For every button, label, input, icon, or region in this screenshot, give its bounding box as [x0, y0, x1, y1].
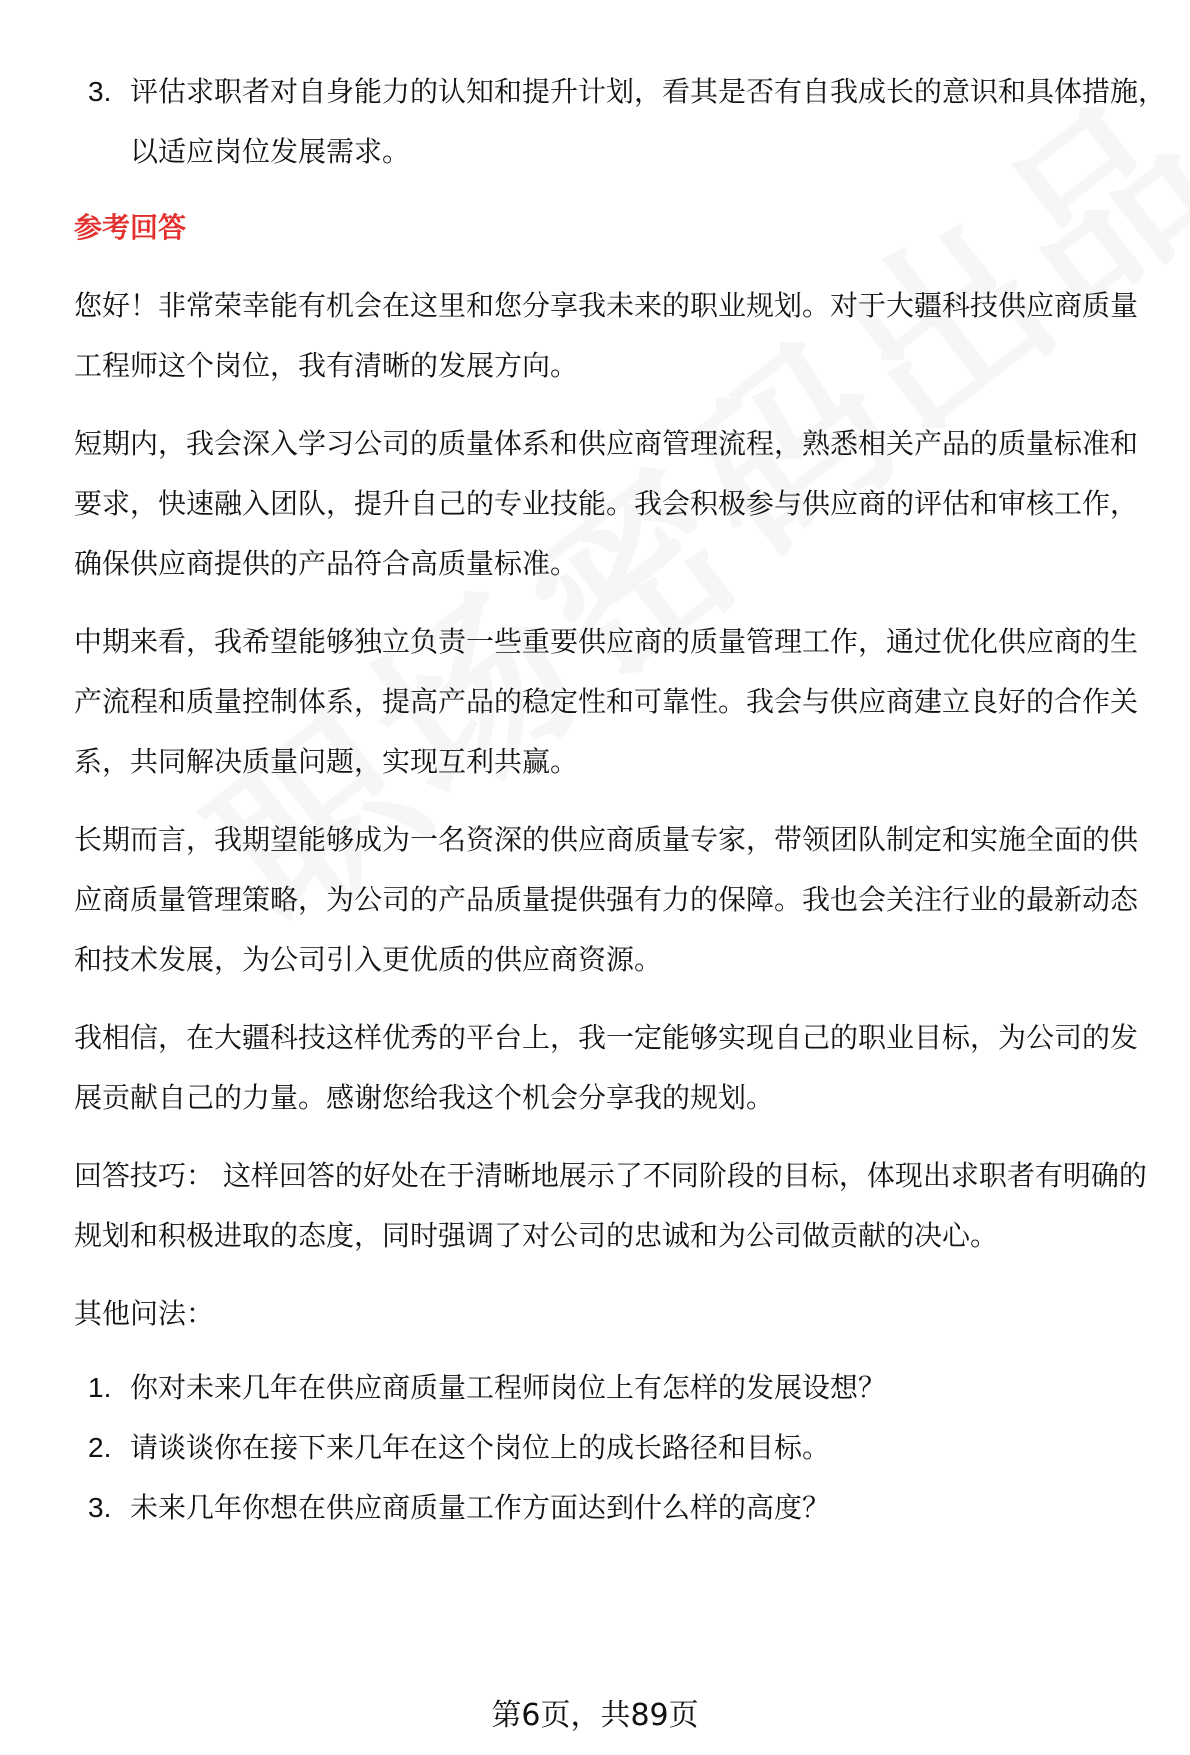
paragraph-greeting: 您好！非常荣幸能有机会在这里和您分享我未来的职业规划。对于大疆科技供应商质量工程师这个岗位，我有清晰的发展方向。 [74, 289, 1139, 382]
paragraph-other-questions-heading: 其他问法： [74, 1297, 215, 1330]
list-item [74, 1358, 1174, 1418]
list-number: 3. [88, 76, 112, 107]
list-number: 3. [88, 1492, 112, 1523]
list-text: 未来几年你想在供应商质量工作方面达到什么样的高度？ [130, 1491, 831, 1524]
list-text: 你对未来几年在供应商质量工程师岗位上有怎样的发展设想？ [130, 1371, 887, 1404]
paragraph-mid-term: 中期来看，我希望能够独立负责一些重要供应商的质量管理工作，通过优化供应商的生产流程和质量控制体系，提高产品的稳定性和可靠性。我会与供应商建立良好的合作关系，共同解决质量问题，实现互利共赢。 [74, 625, 1139, 778]
paragraph-short-term: 短期内，我会深入学习公司的质量体系和供应商管理流程，熟悉相关产品的质量标准和要求，快速融入团队，提升自己的专业技能。我会积极参与供应商的评估和审核工作，确保供应商提供的产品符合高质量标准。 [74, 427, 1139, 580]
list-item [74, 1418, 1174, 1478]
list-item [74, 1478, 1174, 1538]
page-content [74, 62, 1174, 1538]
list-number: 2. [88, 1432, 112, 1463]
list-text: 请谈谈你在接下来几年在这个岗位上的成长路径和目标。 [130, 1431, 831, 1464]
paragraph-closing: 我相信，在大疆科技这样优秀的平台上，我一定能够实现自己的职业目标，为公司的发展贡献自己的力量。感谢您给我这个机会分享我的规划。 [74, 1021, 1139, 1114]
page-number-footer: 第6页，共89页 [491, 1698, 699, 1733]
intro-list-item [74, 62, 1174, 182]
list-number: 1. [88, 1372, 112, 1403]
section-title: 参考回答 [74, 211, 187, 244]
paragraph-long-term: 长期而言，我期望能够成为一名资深的供应商质量专家，带领团队制定和实施全面的供应商质量管理策略，为公司的产品质量提供强有力的保障。我也会关注行业的最新动态和技术发展，为公司引入更优质的供应商资源。 [74, 823, 1139, 976]
paragraph-tips: 回答技巧： 这样回答的好处在于清晰地展示了不同阶段的目标，体现出求职者有明确的规划和积极进取的态度，同时强调了对公司的忠诚和为公司做贡献的决心。 [74, 1159, 1147, 1252]
list-text: 评估求职者对自身能力的认知和提升计划，看其是否有自我成长的意识和具体措施，以适应岗位发展需求。 [130, 75, 1167, 168]
other-questions-list [74, 1358, 1174, 1538]
